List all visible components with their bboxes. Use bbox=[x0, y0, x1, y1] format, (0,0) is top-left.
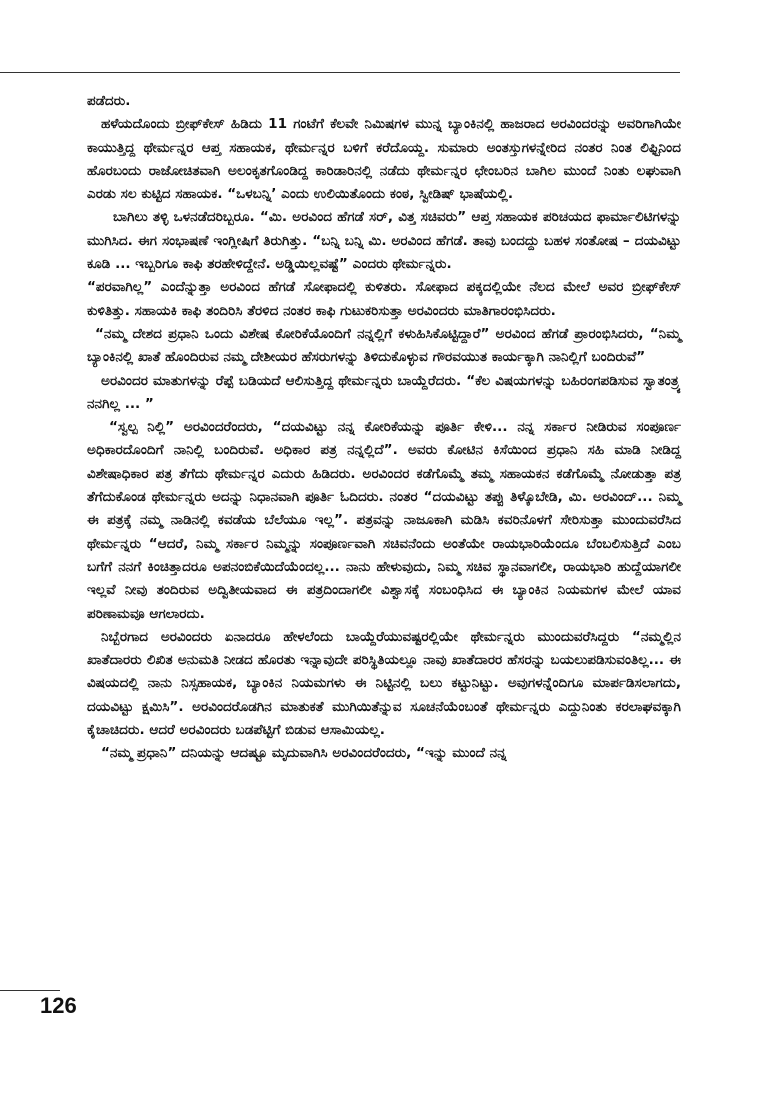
paragraph: ಪಡೆದರು. bbox=[87, 93, 131, 109]
paragraph: “ನಮ್ಮ ಪ್ರಧಾನಿ” ದನಿಯನ್ನು ಆದಷ್ಟೂ ಮೃದುವಾಗಿಸಿ ಅರವಿಂದರೆಂದರು, “ಇನ್ನು ಮುಂದೆ ನನ್ನ bbox=[101, 745, 507, 762]
top-rule bbox=[0, 72, 680, 73]
paragraph: “ನಮ್ಮ ದೇಶದ ಪ್ರಧಾನಿ ಒಂದು ವಿಶೇಷ ಕೋರಿಕೆಯೊಂದಿಗೆ ನನ್ನಲ್ಲಿಗೆ ಕಳುಹಿಸಿಕೊಟ್ಟಿದ್ದಾರೆ” ಅರವಿಂದ ಹೆಗಡೆ ಪ್ರಾರಂಭಿಸಿದರು, “ನಿಮ್ಮ ಬ್ಯಾಂಕಿನಲ್ಲಿ ಖಾತೆ ಹೊಂದಿರುವ ನಮ್ಮ ದೇಶೀಯರ ಹೆಸರುಗಳನ್ನು ತಿಳಿದುಕೊಳ್ಳುವ ಗೌರವಯುತ ಕಾರ್ಯಕ್ಕಾಗಿ ನಾನಿಲ್ಲಿಗೆ ಬಂದಿರುವೆ” bbox=[87, 325, 681, 366]
page-number: 126 bbox=[40, 993, 77, 1018]
paragraph: ಹಳೆಯದೊಂದು ಬ್ರೀಫ್‌ಕೇಸ್ ಹಿಡಿದು 11 ಗಂಟೆಗೆ ಕೆಲವೇ ನಿಮಿಷಗಳ ಮುನ್ನ ಬ್ಯಾಂಕಿನಲ್ಲಿ ಹಾಜರಾದ ಅರವಿಂದರನ್ನು ಅವರಿಗಾಗಿಯೇ ಕಾಯುತ್ತಿದ್ದ ಥೇರ್ಮನ್ನರ ಆಪ್ತ ಸಹಾಯಕ, ಥೇರ್ಮನ್ನರ ಬಳಿಗೆ ಕರೆದೊಯ್ದ. ಸುಮಾರು ಅಂತಸ್ತುಗಳನ್ನೇರಿದ ನಂತರ ನಿಂತ ಲಿಫ್ಟಿನಿಂದ ಹೊರಬಂದು ರಾಜೋಚಿತವಾಗಿ ಅಲಂಕೃತಗೊಂಡಿದ್ದ ಕಾರಿಡಾರಿನಲ್ಲಿ ನಡೆದು ಥೇರ್ಮನ್ನರ ಛೇಂಬರಿನ ಬಾಗಿಲ ಮುಂದೆ ನಿಂತು ಲಘುವಾಗಿ ಎರಡು ಸಲ ಕುಟ್ಟಿದ ಸಹಾಯಕ. “ಒಳಬನ್ನಿ’ ಎಂದು ಉಲಿಯಿತೊಂದು ಕಂಠ, ಸ್ವೀಡಿಷ್ ಭಾಷೆಯಲ್ಲಿ. bbox=[87, 116, 681, 203]
paragraph: “ಸ್ವಲ್ಪ ನಿಲ್ಲಿ” ಅರವಿಂದರೆಂದರು, “ದಯವಿಟ್ಟು ನನ್ನ ಕೋರಿಕೆಯನ್ನು ಪೂರ್ತಿ ಕೇಳಿ... ನನ್ನ ಸರ್ಕಾರ ನೀಡಿರುವ ಸಂಪೂರ್ಣ ಅಧಿಕಾರದೊಂದಿಗೆ ನಾನಿಲ್ಲಿ ಬಂದಿರುವೆ. ಅಧಿಕಾರ ಪತ್ರ ನನ್ನಲ್ಲಿದೆ”. ಅವರು ಕೋಟಿನ ಕಿಸೆಯಿಂದ ಪ್ರಧಾನಿ ಸಹಿ ಮಾಡಿ ನೀಡಿದ್ದ ವಿಶೇಷಾಧಿಕಾರ ಪತ್ರ ತೆಗೆದು ಥೇರ್ಮನ್ನರ ಎದುರು ಹಿಡಿದರು. ಅರವಿಂದರ ಕಡೆಗೊಮ್ಮೆ ತಮ್ಮ ಸಹಾಯಕನ ಕಡೆಗೊಮ್ಮೆ ನೋಡುತ್ತಾ ಪತ್ರ ತೆಗೆದುಕೊಂಡ ಥೇರ್ಮನ್ನರು ಅದನ್ನು ನಿಧಾನವಾಗಿ ಪೂರ್ತಿ ಓದಿದರು. ನಂತರ “ದಯವಿಟ್ಟು ತಪ್ಪು ತಿಳ್ಕೊಬೇಡಿ, ಮಿ. ಅರವಿಂದ್... ನಿಮ್ಮ ಈ ಪತ್ರಕ್ಕೆ ನಮ್ಮ ನಾಡಿನಲ್ಲಿ ಕವಡೆಯ ಬೆಲೆಯೂ ಇಲ್ಲ”. ಪತ್ರವನ್ನು ನಾಜೂಕಾಗಿ ಮಡಿಸಿ ಕವರಿನೊಳಗೆ ಸೇರಿಸುತ್ತಾ ಮುಂದುವರೆಸಿದ ಥೇರ್ಮನ್ನರು “ಆದರೆ, ನಿಮ್ಮ ಸರ್ಕಾರ ನಿಮ್ಮನ್ನು ಸಂಪೂರ್ಣವಾಗಿ ಸಚಿವನೆಂದು ಅಂತೆಯೇ ರಾಯಭಾರಿಯೆಂದೂ ಬೆಂಬಲಿಸುತ್ತಿದೆ ಎಂಬ ಬಗೆಗೆ ನನಗೆ ಕಿಂಚಿತ್ತಾದರೂ ಅಪನಂಬಿಕೆಯಿದೆಯೆಂದಲ್ಲ... ನಾನು ಹೇಳುವುದು, ನಿಮ್ಮ ಸಚಿವ ಸ್ಥಾನವಾಗಲೀ, ರಾಯಭಾರಿ ಹುದ್ದೆಯಾಗಲೀ ಇಲ್ಲವೆ ನೀವು ತಂದಿರುವ ಅದ್ವಿತೀಯವಾದ ಈ ಪತ್ರದಿಂದಾಗಲೀ ವಿಶ್ವಾಸಕ್ಕೆ ಸಂಬಂಧಿಸಿದ ಈ ಬ್ಯಾಂಕಿನ ನಿಯಮಗಳ ಮೇಲೆ ಯಾವ ಪರಿಣಾಮವೂ ಆಗಲಾರದು. bbox=[87, 419, 681, 622]
paragraph: “ಪರವಾಗಿಲ್ಲ” ಎಂದೆನ್ನುತ್ತಾ ಅರವಿಂದ ಹೆಗಡೆ ಸೋಫಾದಲ್ಲಿ ಕುಳಿತರು. ಸೋಫಾದ ಪಕ್ಕದಲ್ಲಿಯೇ ನೆಲದ ಮೇಲೆ ಅವರ ಬ್ರೀಫ್‌ಕೇಸ್ ಕುಳಿತಿತ್ತು. ಸಹಾಯಕಿ ಕಾಫಿ ತಂದಿರಿಸಿ ತೆರಳಿದ ನಂತರ ಕಾಫಿ ಗುಟುಕರಿಸುತ್ತಾ ಅರವಿಂದರು ಮಾತಿಗಾರಂಭಿಸಿದರು. bbox=[87, 279, 681, 319]
paragraph: ನಿಬ್ಬೆರಗಾದ ಅರವಿಂದರು ಏನಾದರೂ ಹೇಳಲೆಂದು ಬಾಯ್ದೆರೆಯುವಷ್ಟರಲ್ಲಿಯೇ ಥೇರ್ಮನ್ನರು ಮುಂದುವರೆಸಿದ್ದರು “ನಮ್ಮಲ್ಲಿನ ಖಾತೆದಾರರು ಲಿಖಿತ ಅನುಮತಿ ನೀಡದ ಹೊರತು ಇನ್ನಾವುದೇ ಪರಿಸ್ಥಿತಿಯಲ್ಲೂ ನಾವು ಖಾತೆದಾರರ ಹೆಸರನ್ನು ಬಯಲುಪಡಿಸುವಂತಿಲ್ಲ... ಈ ವಿಷಯದಲ್ಲಿ ನಾನು ನಿಸ್ಸಹಾಯಕ, ಬ್ಯಾಂಕಿನ ನಿಯಮಗಳು ಈ ನಿಟ್ಟಿನಲ್ಲಿ ಬಲು ಕಟ್ಟುನಿಟ್ಟು. ಅವುಗಳನ್ನೆಂದಿಗೂ ಮಾರ್ಪಡಿಸಲಾಗದು, ದಯವಿಟ್ಟು ಕ್ಷಮಿಸಿ”. ಅರವಿಂದರೊಡಗಿನ ಮಾತುಕತೆ ಮುಗಿಯಿತೆನ್ನುವ ಸೂಚನೆಯೆಂಬಂತೆ ಥೇರ್ಮನ್ನರು ಎದ್ದುನಿಂತು ಕರಲಾಘವಕ್ಕಾಗಿ ಕೈಚಾಚಿದರು. ಆದರೆ ಅರವಿಂದರು ಬಡಪೆಟ್ಟಿಗೆ ಬಿಡುವ ಆಸಾಮಿಯಲ್ಲ. bbox=[87, 628, 681, 739]
page-body bbox=[87, 90, 681, 766]
paragraph: ಅರವಿಂದರ ಮಾತುಗಳನ್ನು ರೆಪ್ಪೆ ಬಡಿಯದೆ ಆಲಿಸುತ್ತಿದ್ದ ಥೇರ್ಮನ್ನರು ಬಾಯ್ದೆರೆದರು. “ಕೆಲ ವಿಷಯಗಳನ್ನು ಬಹಿರಂಗಪಡಿಸುವ ಸ್ವಾತಂತ್ರ್ಯ ನನಗಿಲ್ಲ ... ” bbox=[87, 372, 681, 412]
footer-rule bbox=[0, 990, 60, 991]
paragraph: ಬಾಗಿಲು ತಳ್ಳಿ ಒಳನಡೆದರಿಬ್ಬರೂ. “ಮಿ. ಅರವಿಂದ ಹೆಗಡೆ ಸರ್, ವಿತ್ತ ಸಚಿವರು” ಆಪ್ತ ಸಹಾಯಕ ಪರಿಚಯದ ಫಾರ್ಮಾಲಿಟಿಗಳನ್ನು ಮುಗಿಸಿದ. ಈಗ ಸಂಭಾಷಣೆ ಇಂಗ್ಲೀಷಿಗೆ ತಿರುಗಿತ್ತು. “ಬನ್ನಿ ಬನ್ನಿ ಮಿ. ಅರವಿಂದ ಹೆಗಡೆ. ತಾವು ಬಂದದ್ದು ಬಹಳ ಸಂತೋಷ – ದಯವಿಟ್ಟು ಕೂಡಿ ... ಇಬ್ಬರಿಗೂ ಕಾಫಿ ತರಹೇಳಿದ್ದೇನೆ. ಅಡ್ಡಿಯಿಲ್ಲವಷ್ಟೆ” ಎಂದರು ಥೇರ್ಮನ್ನರು. bbox=[87, 209, 681, 273]
